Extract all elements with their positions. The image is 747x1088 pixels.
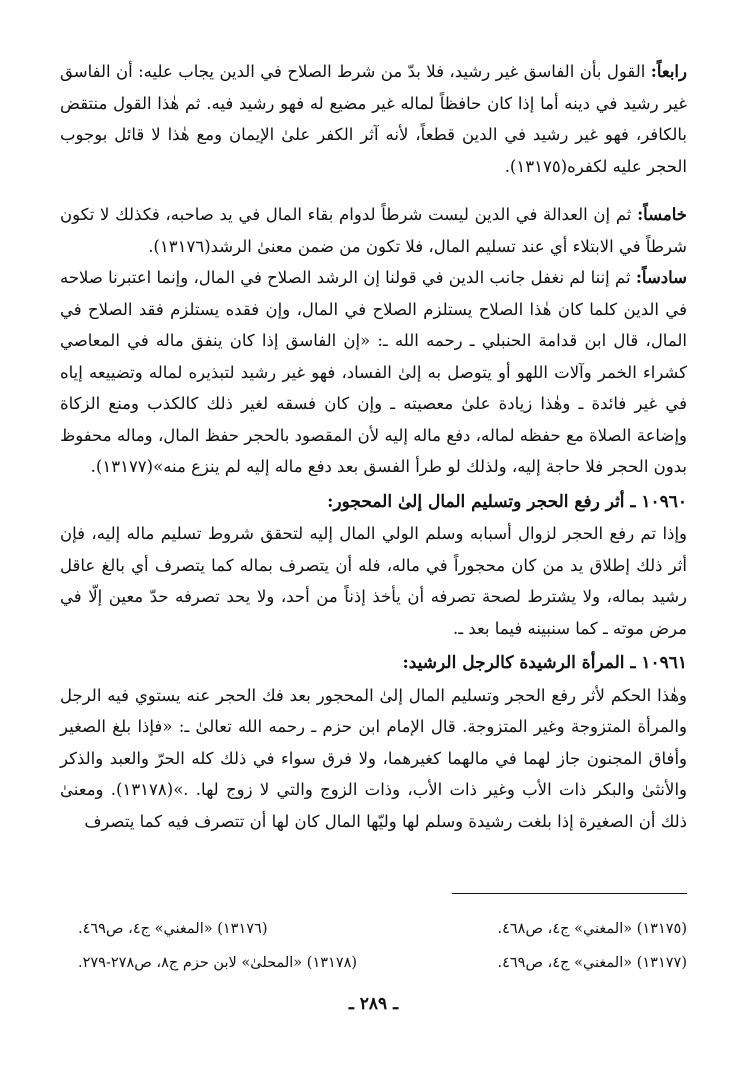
paragraph-fifth <box>60 199 687 262</box>
footnote-row <box>78 946 687 980</box>
paragraph-lead: سادساً: <box>635 268 687 287</box>
footnotes <box>78 912 687 980</box>
footnote-13176: (١٣١٧٦) «المغني» ج٤، ص٤٦٩. <box>78 921 268 937</box>
page-number: ـ ٢٨٩ ـ <box>348 994 399 1014</box>
footnote-divider <box>452 893 687 894</box>
paragraph-lead: خامساً: <box>637 205 687 224</box>
footnote-13177: (١٣١٧٧) «المغني» ج٤، ص٤٦٩. <box>497 955 687 971</box>
paragraph-woman-rashida: وهٰذا الحكم لأثر رفع الحجر وتسليم المال إلىٰ المحجور بعد فك الحجر عنه يستوي فيه الرجل والمرأة المتزوجة وغير المتزوجة. قال الإمام ابن حزم ـ رحمه الله تعالىٰ ـ: «فإذا بلغ الصغير وأفاق المجنون جاز لهما في مالهما كغيرهما، ولا فرق سواء في ذلك كله الحرّ والعبد والذكر والأنثىٰ والبكر ذات الأب وغير ذات الأب، وذات الزوج والتي لا زوج لها. .»(١٣١٧٨). ومعنىٰ ذلك أن الصغيرة إذا بلغت رشيدة وسلم لها وليّها المال كان لها أن تتصرف فيه كما يتصرف <box>60 685 687 831</box>
paragraph-fourth <box>60 56 687 182</box>
paragraph-text: القول بأن الفاسق غير رشيد، فلا بدّ من شرط الصلاح في الدين يجاب عليه: أن الفاسق غير رشيد في دينه أما إذا كان حافظاً لماله غير مضيع له فهو رشيد فيه. ثم هٰذا القول منتقض بالكافر، فهو غير رشيد في الدين قطعاً، لأنه آثر الكفر علىٰ الإيمان ومع هٰذا لا قائل بوجوب الحجر عليه لكفره(١٣١٧٥). <box>60 62 687 176</box>
paragraph-effect-of-lifting: وإذا تم رفع الحجر لزوال أسبابه وسلم الولي المال إليه لتحقق شروط تسليم ماله إليه، فإن أثر ذلك إطلاق يد من كان محجوراً في ماله، فله أن يتصرف بماله كما يتصرف أي بالغ عاقل رشيد بماله، ولا يشترط لصحة تصرفه أن يأخذ إذناً من أحد، ولا يحد تصرفه حدّ معين إلّا في مرض موته ـ كما سنبينه فيما بعد ـ. <box>60 524 687 638</box>
paragraph-text: ثم إن العدالة في الدين ليست شرطاً لدوام بقاء المال في يد صاحبه، فكذلك لا تكون شرطاً في الابتلاء أي عند تسليم المال، فلا تكون من ضمن معنىٰ الرشد(١٣١٧٦). <box>60 205 687 256</box>
footnote-13178: (١٣١٧٨) «المحلىٰ» لابن حزم ج٨، ص٢٧٨-٢٧٩. <box>78 955 358 971</box>
footnote-row <box>78 912 687 946</box>
paragraph-sixth <box>60 262 687 483</box>
footnote-13175: (١٣١٧٥) «المغني» ج٤، ص٤٦٨. <box>497 921 687 937</box>
paragraph-text: ثم إننا لم نغفل جانب الدين في قولنا إن الرشد الصلاح في المال، وإنما اعتبرنا صلاحه في الدين كلما كان هٰذا الصلاح يستلزم الصلاح في المال، وإن فقده يستلزم فقد الصلاح في المال، قال ابن قدامة الحنبلي ـ رحمه الله ـ: «إن الفاسق إذا كان ينفق ماله في المعاصي كشراء الخمر وآلات اللهو أو يتوصل به إلىٰ الفساد، فهو غير رشيد لتبذيره لماله وتضييعه إياه في غير فائدة ـ وهٰذا زيادة علىٰ معصيته ـ وإن كان فسقه لغير ذلك كالكذب ومنع الزكاة وإضاعة الصلاة مع حفظه لماله، دفع ماله إليه لأن المقصود بالحجر حفظ المال، وماله محفوظ بدون الحجر فلا حاجة إليه، ولذلك لو طرأ الفسق بعد دفع ماله إليه لم ينزع منه»(١٣١٧٧). <box>60 268 687 476</box>
section-heading-10961: ١٠٩٦١ ـ المرأة الرشيدة كالرجل الرشيد: <box>402 653 687 673</box>
section-heading-10960: ١٠٩٦٠ ـ أثر رفع الحجر وتسليم المال إلىٰ المحجور: <box>327 491 687 512</box>
paragraph-lead: رابعاً: <box>650 62 687 81</box>
